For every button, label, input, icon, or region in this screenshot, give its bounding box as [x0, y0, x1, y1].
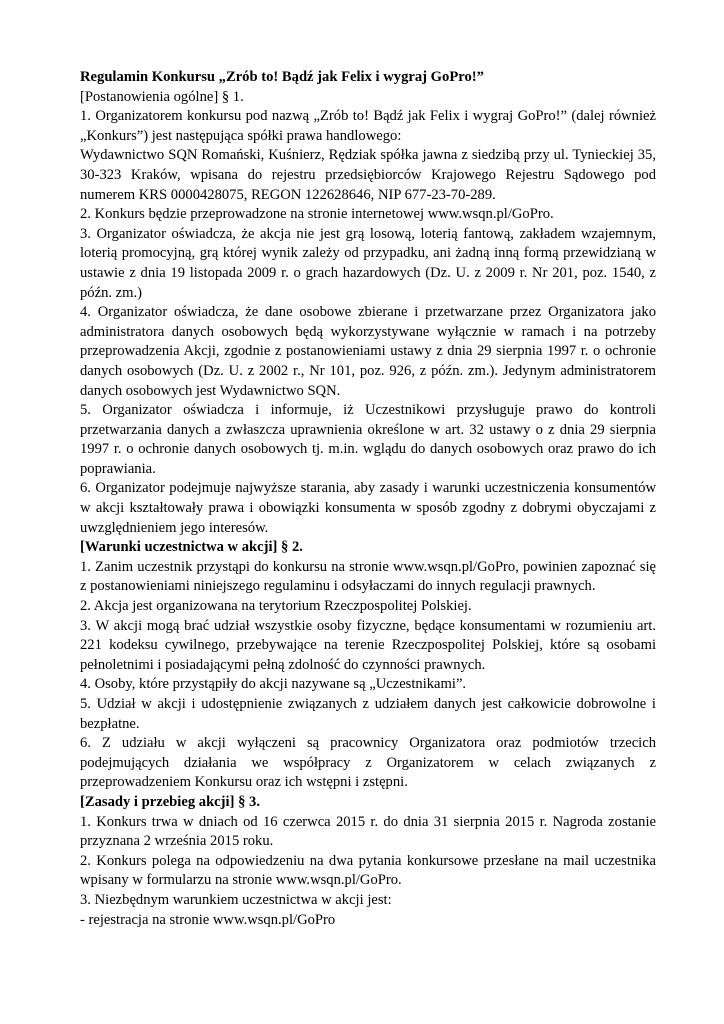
document-title: Regulamin Konkursu „Zrób to! Bądź jak Felix i wygraj GoPro!”: [80, 69, 484, 85]
paragraph: 4. Organizator oświadcza, że dane osobowe zbierane i przetwarzane przez Organizatora jako administratora danych osobowych będą wykorzystywane wyłącznie w ramach i na potrzeby przeprowadzenia Akcji, zgodnie z postanowieniami ustawy z dnia 29 sierpnia 1997 r. o ochronie danych osobowych (Dz. U. z 2002 r., Nr 101, poz. 926, z późn. zm.). Jedynym administratorem danych osobowych jest Wydawnictwo SQN.: [80, 304, 656, 399]
paragraph: 6. Z udziału w akcji wyłączeni są pracownicy Organizatora oraz podmiotów trzecich podejmujących działania we współpracy z Organizatorem w celach związanych z przeprowadzeniem Konkursu oraz ich wstępni i zstępni.: [80, 735, 656, 791]
paragraph: 5. Udział w akcji i udostępnienie związanych z udziałem danych jest całkowicie dobrowolne i bezpłatne.: [80, 696, 656, 732]
paragraph: 2. Konkurs polega na odpowiedzeniu na dwa pytania konkursowe przesłane na mail uczestnika wpisany w formularzu na stronie www.wsqn.pl/GoPro.: [80, 852, 656, 889]
section-1-header: [Postanowienia ogólne] § 1.: [80, 88, 244, 105]
paragraph: 3. Niezbędnym warunkiem uczestnictwa w akcji jest:: [80, 891, 392, 908]
paragraph: 3. W akcji mogą brać udział wszystkie osoby fizyczne, będące konsumentami w rozumieniu art. 221 kodeksu cywilnego, przebywające na terenie Rzeczpospolitej Polskiej, które są osobami pełnoletnimi i posiadającymi pełną zdolność do czynności prawnych.: [80, 617, 656, 673]
paragraph: 1. Konkurs trwa w dniach od 16 czerwca 2015 r. do dnia 31 sierpnia 2015 r. Nagroda zostanie przyznana 2 września 2015 roku.: [80, 813, 656, 850]
section-3-header: [Zasady i przebieg akcji] § 3.: [80, 793, 260, 810]
document-body: [80, 68, 656, 930]
paragraph: 2. Akcja jest organizowana na terytorium Rzeczpospolitej Polskiej.: [80, 598, 472, 615]
paragraph: Wydawnictwo SQN Romański, Kuśnierz, Rędziak spółka jawna z siedzibą przy ul. Tynieckiej 35, 30-323 Kraków, wpisana do rejestru przedsiębiorców Krajowego Rejestru Sądowego pod numerem KRS 0000428075, REGON 122628646, NIP 677-23-70-289.: [80, 147, 656, 203]
paragraph: 1. Zanim uczestnik przystąpi do konkursu na stronie www.wsqn.pl/GoPro, powinien zapoznać się z postanowieniami niniejszego regulaminu i odsyłaczami do innych regulacji prawnych.: [80, 558, 656, 595]
section-2-header: [Warunki uczestnictwa w akcji] § 2.: [80, 539, 303, 556]
paragraph: 5. Organizator oświadcza i informuje, iż Uczestnikowi przysługuje prawo do kontroli przetwarzania danych a zwłaszcza uprawnienia określone w art. 32 ustawy o z dnia 29 sierpnia 1997 r. o ochronie danych osobowych tj. m.in. wglądu do danych osobowych oraz prawo do ich poprawiania.: [80, 402, 656, 477]
paragraph: 1. Organizatorem konkursu pod nazwą „Zrób to! Bądź jak Felix i wygraj GoPro!” (dalej również „Konkurs”) jest następująca spółki prawa handlowego:: [80, 108, 656, 144]
paragraph: 6. Organizator podejmuje najwyższe starania, aby zasady i warunki uczestniczenia konsumentów w akcji kształtowały prawa i obowiązki konsumenta w sposób zgodny z dobrymi obyczajami z uwzględnieniem jego interesów.: [80, 480, 656, 536]
paragraph: 3. Organizator oświadcza, że akcja nie jest grą losową, loterią fantową, zakładem wzajemnym, loterią promocyjną, grą której wynik zależy od przypadku, ani żadną inną formą przewidzianą w ustawie z dnia 19 listopada 2009 r. o grach hazardowych (Dz. U. z 2009 r. Nr 201, poz. 1540, z późn. zm.): [80, 225, 656, 301]
paragraph: 4. Osoby, które przystąpiły do akcji nazywane są „Uczestnikami”.: [80, 676, 467, 693]
paragraph: - rejestracja na stronie www.wsqn.pl/GoPro: [80, 911, 336, 928]
paragraph: 2. Konkurs będzie przeprowadzone na stronie internetowej www.wsqn.pl/GoPro.: [80, 206, 554, 223]
